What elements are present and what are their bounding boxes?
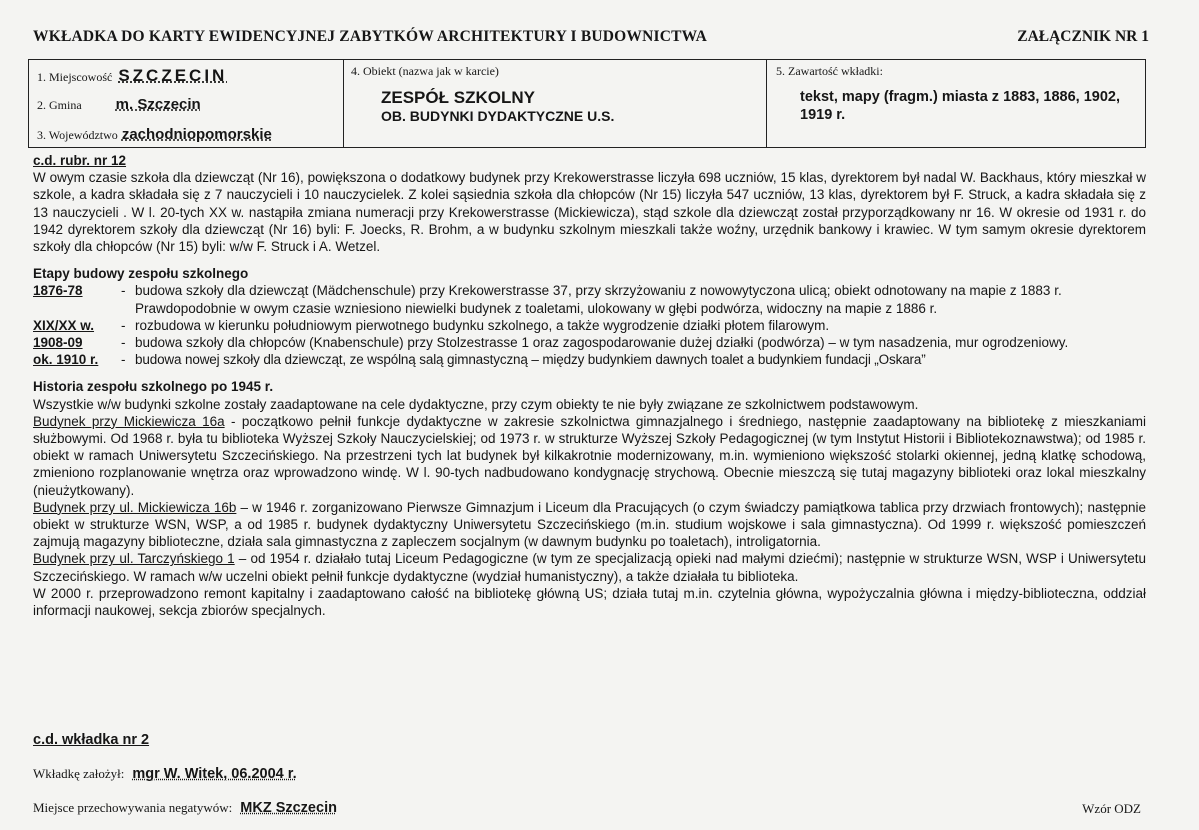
stage-date: 1876-78 [33,283,83,299]
building-16b-label: Budynek przy ul. Mickiewicza 16b [33,499,237,515]
stage-dash: - [121,317,126,333]
renovation-paragraph: W 2000 r. przeprowadzono remont kapitalny i zaadaptowano całość na bibliotekę główną US; działa tutaj m.in. czytelnia główna, wypożyczalnia główna i między-biblioteczna, oddział informacji naukowej, sekcja zbiorów specjalnych. [33,585,1146,619]
stage-item [33,317,1146,334]
section1-text: W owym czasie szkoła dla dziewcząt (Nr 16), powiększona o dodatkowy budynek przy Krekowerstrasse liczyła 698 uczniów, 15 klas, dyrektorem był nadal W. Backhaus, który mieszkał w szkole, a kadra składała się z 7 nauczycieli i 10 nauczycielek. Z kolei sąsiednia szkoła dla chłopców (Nr 15) liczyła 547 uczniów, 13 klas, dyrektorem był F. Struck, a kadra składała się z 13 nauczycieli . W l. 20-tych XX w. nastąpiła zmiana numeracji przy Krekowerstrasse (Mickiewicza), stąd szkole dla dziewcząt został przyporządkowany nr 16. W okresie od 1931 r. do 1942 dyrektorem szkoły dla dziewcząt (Nr 16) byli: F. Joecks, R. Brohm, a w budynku szkolnym mieszkali także woźny, urzędnik bankowy i krawiec. W tym samym okresie dyrektorem szkoły dla chłopców (Nr 15) byli: w/w F. Struck i A. Wetzel. [33,170,1146,255]
building-16a-label: Budynek przy Mickiewicza 16a [33,413,225,429]
stage-dash: - [121,335,126,351]
voivodeship-value: zachodniopomorskie [121,126,272,143]
continuation-note: c.d. wkładka nr 2 [33,732,150,748]
stage-item [33,282,1146,316]
form-model: Wzór ODZ [1082,801,1141,816]
commune-field [37,96,201,113]
prepared-by-label: Wkładkę założył: [33,766,125,781]
prepared-by-value: mgr W. Witek, 06.2004 r. [132,766,297,782]
voivodeship-label: 3. Województwo [37,128,118,142]
locality-field [37,66,227,86]
contents-column [766,60,1145,147]
stage-text: budowa szkoły dla dziewcząt (Mädchenschule) przy Krekowerstrasse 37, przy skrzyżowaniu z nowowytyczona ulicą; obiekt odnotowany na mapie z 1883 r. Prawdopodobnie w owym czasie wzniesiono niewielki budynek z toaletami, ulokowany w głębi podwórza, widoczny na mapie z 1886 r. [135,283,1062,316]
negatives-storage-value: MKZ Szczecin [240,800,337,816]
building-tarczynskiego-paragraph [33,550,1146,584]
stage-dash: - [121,283,126,299]
section3-heading: Historia zespołu szkolnego po 1945 r. [33,379,274,395]
stage-date: ok. 1910 r. [33,352,99,368]
section3-intro: Wszystkie w/w budynki szkolne zostały zaadaptowane na cele dydaktyczne, przy czym obiekty te nie były związane ze szkolnictwem podstawowym. [33,396,919,412]
building-16b-text: – w 1946 r. zorganizowano Pierwsze Gimnazjum i Liceum dla Pracujących (o czym świadczy pamiątkowa tablica przy drzwiach frontowych); następnie obiekt w strukturze WSN, WSP, a od 1985 r. budynek dydaktyczny Uniwersytetu Szczecińskiego (m.in. studium wojskowe i sala gimnastyczna). Od 1999 r. większość pomieszczeń zajmują magazyny biblioteczne, działa sala gimnastyczna z zapleczem socjalnym (w dawnym budynku po toaletach), introligatornia. [33,499,1146,550]
contents-value: tekst, mapy (fragm.) miasta z 1883, 1886, 1902, 1919 r. [800,89,1120,123]
building-16b-paragraph [33,499,1146,551]
section2-heading: Etapy budowy zespołu szkolnego [33,266,249,282]
location-column [29,60,344,147]
stage-text: rozbudowa w kierunku południowym pierwotnego budynku szkolnego, a także wygrodzenie działki płotem filarowym. [135,317,830,333]
stage-text: budowa nowej szkoły dla dziewcząt, ze wspólną salą gimnastyczną – między budynkiem dawnych toalet a budynkiem fundacji „Oskara” [135,352,926,368]
voivodeship-field [37,126,272,143]
building-16a-text: - początkowo pełnił funkcje dydaktyczne w zakresie szkolnictwa gimnazjalnego i średniego, następnie zaadaptowany na bibliotekę z mieszkaniami służbowymi. Od 1968 r. była tu biblioteka Wyższej Szkoły Nauczycielskiej; od 1973 r. w strukturze Wyższej Szkoły Pedagogicznej (w tym Instytut Historii i Bibliotekoznawstwa); od 1985 r. obiekt w ramach Uniwersytetu Szczecińskiego. Na przestrzeni tych lat budynek był kilkakrotnie modernizowany, m.in. wymieniono większość stolarki okiennej, jedną klatkę schodową, zmieniono rozplanowanie wnętrza oraz wprowadzono windę. W l. 90-tych nadbudowano kondygnację strychową. Obecnie mieszczą się tutaj magazyny biblioteki oraz lokal mieszkalny (nieużytkowany). [33,413,1147,498]
identification-box [28,59,1146,148]
section1-heading: c.d. rubr. nr 12 [33,153,127,168]
object-name: ZESPÓŁ SZKOLNY [381,88,535,107]
commune-value: m. Szczecin [115,96,201,113]
stage-item [33,351,1146,368]
locality-label: 1. Miejscowość [37,70,113,84]
prepared-by-line [33,766,297,782]
building-16a-paragraph [33,413,1146,499]
object-label: 4. Obiekt (nazwa jak w karcie) [351,64,499,78]
commune-label: 2. Gmina [37,98,82,112]
building-tarczynskiego-label: Budynek przy ul. Tarczyńskiego 1 [33,551,235,567]
building-tarczynskiego-text: – od 1954 r. działało tutaj Liceum Pedagogiczne (w tym ze specjalizacją opieki nad małymi dziećmi); następnie w strukturze WSN, WSP i Uniwersytetu Szczecińskiego. W ramach w/w uczelni obiekt pełnił funkcje dydaktyczne (wydział humanistyczny), a także działała tu biblioteka. [33,551,1146,584]
stage-dash: - [121,352,126,368]
stage-date: XIX/XX w. [33,317,95,333]
stage-item [33,334,1146,351]
document-body [33,152,1146,619]
stage-text: budowa szkoły dla chłopców (Knabenschule) przy Stolzestrasse 1 oraz zagospodarowanie dużej działki (podwórza) – w tym nasadzenia, mur ogrodzeniowy. [135,335,1069,351]
stage-date: 1908-09 [33,335,83,351]
negatives-storage-line [33,800,337,816]
contents-label: 5. Zawartość wkładki: [776,64,883,78]
attachment-number: ZAŁĄCZNIK NR 1 [1017,28,1149,45]
object-column [343,60,767,147]
card-title: WKŁADKA DO KARTY EWIDENCYJNEJ ZABYTKÓW ARCHITEKTURY I BUDOWNICTWA [33,28,708,45]
negatives-storage-label: Miejsce przechowywania negatywów: [33,800,233,815]
object-subtitle: OB. BUDYNKI DYDAKTYCZNE U.S. [381,108,615,124]
locality-value: SZCZECIN [118,66,228,85]
